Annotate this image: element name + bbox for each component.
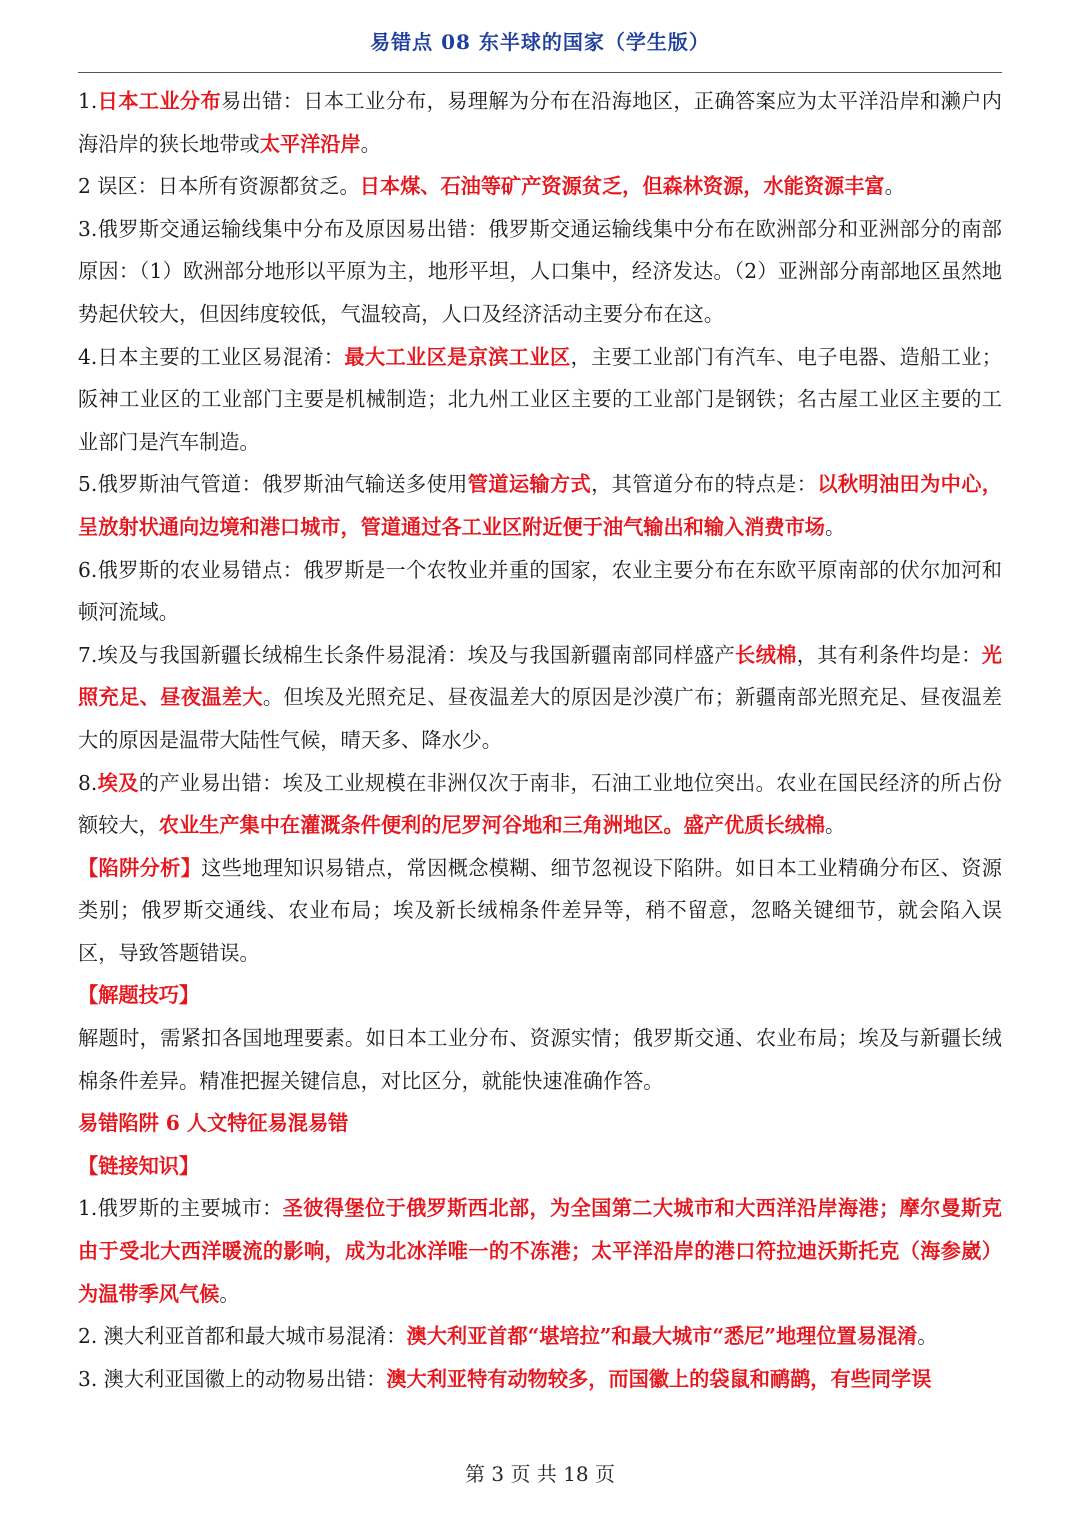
header-divider xyxy=(78,72,1002,73)
emphasis: 澳大利亚特有动物较多，而国徽上的袋鼠和鸸鹋，有些同学误 xyxy=(386,1366,932,1391)
emphasis: 日本煤、石油等矿产资源贫乏，但森林资源，水能资源丰富 xyxy=(359,174,885,199)
emphasis: 澳大利亚首都“堪培拉”和最大城市“悉尼”地理位置易混淆 xyxy=(406,1324,918,1349)
page-header-title: 易错点 08 东半球的国家（学生版） xyxy=(370,30,710,54)
tips-text: 解题时，需紧扣各国地理要素。如日本工业分布、资源实情；俄罗斯交通、农业布局；埃及与新疆长绒棉条件差异。精准把握关键信息，对比区分，就能快速准确作答。 xyxy=(78,1026,1002,1093)
paragraph-8: 8.埃及的产业易出错：埃及工业规模在非洲仅次于南非，石油工业地位突出。农业在国民经济的所占份额较大，农业生产集中在灌溉条件便利的尼罗河谷地和三角洲地区。盛产优质长绒棉。 xyxy=(78,770,1002,838)
paragraph-3: 3.俄罗斯交通运输线集中分布及原因易出错：俄罗斯交通运输线集中分布在欧洲部分和亚洲部分的南部原因：（1）欧洲部分地形以平原为主，地形平坦，人口集中，经济发达。（2）亚洲部分南部地区虽然地势起伏较大，但因纬度较低，气温较高，人口及经济活动主要分布在这。 xyxy=(78,216,1002,326)
paragraph-4: 4.日本主要的工业区易混淆：最大工业区是京滨工业区，主要工业部门有汽车、电子电器、造船工业；阪神工业区的工业部门主要是机械制造；北九州工业区主要的工业部门是钢铁；名古屋工业区主要的工业部门是汽车制造。 xyxy=(78,344,1002,454)
paragraph-5: 5.俄罗斯油气管道：俄罗斯油气输送多使用管道运输方式，其管道分布的特点是：以秋明油田为中心，呈放射状通向边境和港口城市，管道通过各工业区附近便于油气输出和输入消费市场。 xyxy=(78,472,1002,539)
page-body xyxy=(78,80,1002,1400)
knowledge-1: 1.俄罗斯的主要城市：圣彼得堡位于俄罗斯西北部，为全国第二大城市和大西洋沿岸海港；摩尔曼斯克由于受北大西洋暖流的影响，成为北冰洋唯一的不冻港；太平洋沿岸的港口符拉迪沃斯托克（海参崴）为温带季风气候。 xyxy=(78,1196,1002,1306)
paragraph-1: 1.日本工业分布易出错：日本工业分布，易理解为分布在沿海地区，正确答案应为太平洋沿岸和濑户内海沿岸的狭长地带或太平洋沿岸。 xyxy=(78,89,1002,156)
knowledge-2: 2. 澳大利亚首都和最大城市易混淆：澳大利亚首都“堪培拉”和最大城市“悉尼”地理位置易混淆。 xyxy=(78,1324,938,1349)
emphasis: 埃及 xyxy=(97,770,139,795)
emphasis: 圣彼得堡位于俄罗斯西北部，为全国第二大城市和大西洋沿岸海港；摩尔曼斯克由于受北大西洋暖流的影响，成为北冰洋唯一的不冻港；太平洋沿岸的港口符拉迪沃斯托克（海参崴）为温带季风气候 xyxy=(78,1196,1002,1306)
emphasis: 以秋明油田为中心，呈放射状通向边境和港口城市，管道通过各工业区附近便于油气输出和输入消费市场 xyxy=(78,472,1002,539)
trap-analysis-label: 【陷阱分析】 xyxy=(78,855,202,880)
link-heading: 【链接知识】 xyxy=(78,1153,200,1178)
knowledge-3: 3. 澳大利亚国徽上的动物易出错：澳大利亚特有动物较多，而国徽上的袋鼠和鸸鹋，有些同学误 xyxy=(78,1366,932,1391)
emphasis: 光照充足、昼夜温差大 xyxy=(78,642,1002,710)
trap6-heading: 易错陷阱 6 人文特征易混易错 xyxy=(78,1111,349,1136)
emphasis: 长绒棉 xyxy=(735,642,797,667)
tips-heading: 【解题技巧】 xyxy=(78,983,200,1008)
page-number-footer: 第 3 页 共 18 页 xyxy=(465,1462,615,1486)
emphasis: 农业生产集中在灌溉条件便利的尼罗河谷地和三角洲地区。盛产优质长绒棉 xyxy=(158,813,825,838)
paragraph-7: 7.埃及与我国新疆长绒棉生长条件易混淆：埃及与我国新疆南部同样盛产长绒棉，其有利条件均是：光照充足、昼夜温差大。但埃及光照充足、昼夜温差大的原因是沙漠广布；新疆南部光照充足、昼夜温差大的原因是温带大陆性气候，晴天多、降水少。 xyxy=(78,642,1002,752)
emphasis: 管道运输方式 xyxy=(467,472,592,497)
trap-analysis: 【陷阱分析】这些地理知识易错点，常因概念模糊、细节忽视设下陷阱。如日本工业精确分布区、资源类别；俄罗斯交通线、农业布局；埃及新长绒棉条件差异等，稍不留意，忽略关键细节，就会陷入误区，导致答题错误。 xyxy=(78,855,1002,965)
emphasis: 最大工业区是京滨工业区 xyxy=(344,344,571,369)
emphasis: 太平洋沿岸 xyxy=(259,131,361,156)
paragraph-2: 2 误区：日本所有资源都贫乏。日本煤、石油等矿产资源贫乏，但森林资源，水能资源丰富。 xyxy=(78,174,905,199)
paragraph-6: 6.俄罗斯的农业易错点：俄罗斯是一个农牧业并重的国家，农业主要分布在东欧平原南部的伏尔加河和顿河流域。 xyxy=(78,557,1002,625)
emphasis: 日本工业分布 xyxy=(97,89,222,113)
